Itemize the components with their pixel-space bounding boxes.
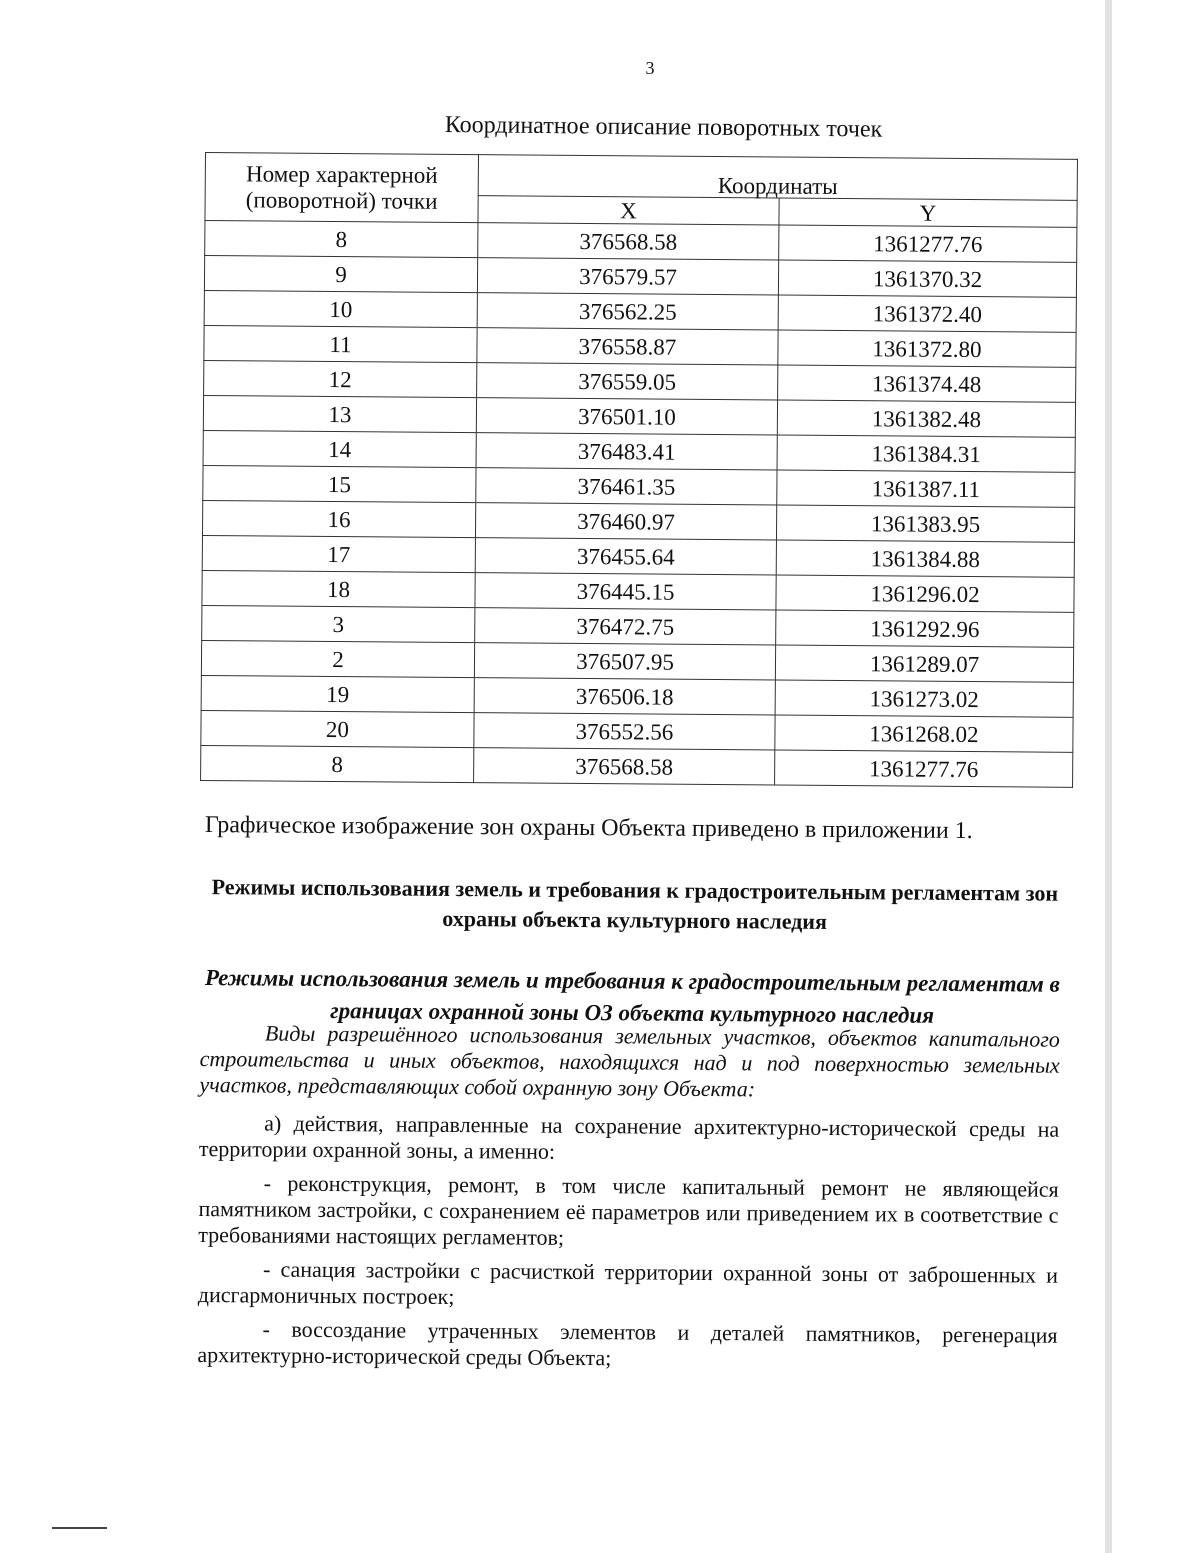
scan-edge (1105, 0, 1112, 1553)
table-title: Координатное описание поворотных точек (444, 112, 883, 143)
cell-point-number: 20 (201, 710, 474, 747)
intro-paragraph: Виды разрешённого использования земельных участков, объектов капитального строительства и иных объектов, находящихся над и под поверхностью земельных участков, представляющих собой охранную зону Объекта: (199, 1020, 1060, 1102)
table-row (201, 745, 1073, 787)
cell-point-number: 11 (204, 325, 477, 362)
cell-point-number: 13 (203, 395, 476, 432)
cell-x: 376568.58 (474, 748, 775, 785)
cell-x: 376552.56 (474, 713, 775, 750)
cell-x: 376483.41 (476, 433, 777, 470)
cell-x: 376506.18 (474, 678, 775, 715)
cell-point-number: 2 (201, 640, 474, 677)
cell-y: 1361383.95 (776, 505, 1074, 542)
cell-point-number: 9 (204, 256, 477, 293)
cell-point-number: 10 (204, 290, 477, 327)
header-x: X (478, 196, 779, 225)
cell-y: 1361277.76 (779, 225, 1077, 262)
section-heading: Режимы использования земель и требования к градостроительным регламентам зон охраны объекта культурного наследия (211, 874, 1059, 934)
cell-y: 1361277.76 (775, 750, 1073, 787)
cell-x: 376472.75 (475, 608, 776, 645)
body-text (197, 1020, 1060, 1383)
cell-x: 376558.87 (477, 328, 778, 365)
bullet-sanitation: - санация застройки с расчисткой территории охранной зоны от заброшенных и дисгармоничных построек; (197, 1256, 1059, 1310)
cell-x: 376445.15 (475, 573, 776, 610)
cell-y: 1361387.11 (777, 470, 1075, 507)
cell-y: 1361384.88 (776, 540, 1074, 577)
cell-y: 1361372.80 (778, 330, 1076, 367)
cell-y: 1361273.02 (775, 680, 1073, 717)
cell-y: 1361289.07 (775, 645, 1073, 682)
cell-point-number: 16 (202, 500, 475, 537)
cell-x: 376579.57 (477, 258, 778, 295)
page-number: 3 (645, 58, 655, 78)
cell-y: 1361384.31 (777, 435, 1075, 472)
cell-x: 376507.95 (474, 643, 775, 680)
cell-y: 1361372.40 (778, 295, 1076, 332)
cell-point-number: 19 (201, 675, 474, 712)
cell-x: 376562.25 (477, 293, 778, 330)
header-coordinates: Координаты (478, 155, 1077, 201)
bullet-reconstruction: - реконструкция, ремонт, в том числе капитальный ремонт не являющейся памятником застройки, с сохранением её параметров или приведением их в соответствие с требованиями настоящих регламентов; (198, 1170, 1059, 1250)
scan-mark (52, 1527, 107, 1529)
bullet-recreation: - воссоздание утраченных элементов и деталей памятников, регенерация архитектурно-исторической среды Объекта; (197, 1316, 1058, 1371)
cell-point-number: 17 (202, 535, 475, 572)
subsection-heading: Режимы использования земель и требования к градостроительным регламентам в границах охранной зоны ОЗ объекта культурного наследия (204, 965, 1060, 1028)
cell-point-number: 15 (203, 465, 476, 502)
appendix-note: Графическое изображение зон охраны Объекта приведено в приложении 1. (204, 812, 973, 845)
cell-x: 376568.58 (478, 223, 779, 260)
cell-point-number: 3 (202, 605, 475, 642)
coordinates-table (200, 152, 1078, 788)
cell-x: 376501.10 (476, 398, 777, 435)
cell-point-number: 18 (202, 570, 475, 607)
cell-x: 376460.97 (475, 503, 776, 540)
cell-x: 376461.35 (476, 468, 777, 505)
item-a-paragraph: а) действия, направленные на сохранение архитектурно-исторической среды на территории охранной зоны, а именно: (198, 1110, 1060, 1164)
cell-y: 1361268.02 (775, 715, 1073, 752)
cell-x: 376455.64 (475, 538, 776, 575)
cell-point-number: 12 (204, 360, 477, 397)
header-y: Y (779, 198, 1077, 227)
cell-y: 1361296.02 (776, 575, 1074, 612)
cell-y: 1361370.32 (778, 260, 1076, 297)
cell-y: 1361382.48 (777, 400, 1075, 437)
cell-point-number: 8 (201, 745, 474, 782)
cell-y: 1361292.96 (776, 610, 1074, 647)
cell-point-number: 14 (203, 430, 476, 467)
header-point-number: Номер характерной (поворотной) точки (205, 153, 479, 223)
table-body (201, 221, 1077, 788)
cell-point-number: 8 (205, 221, 478, 258)
cell-y: 1361374.48 (778, 365, 1076, 402)
cell-x: 376559.05 (477, 363, 778, 400)
